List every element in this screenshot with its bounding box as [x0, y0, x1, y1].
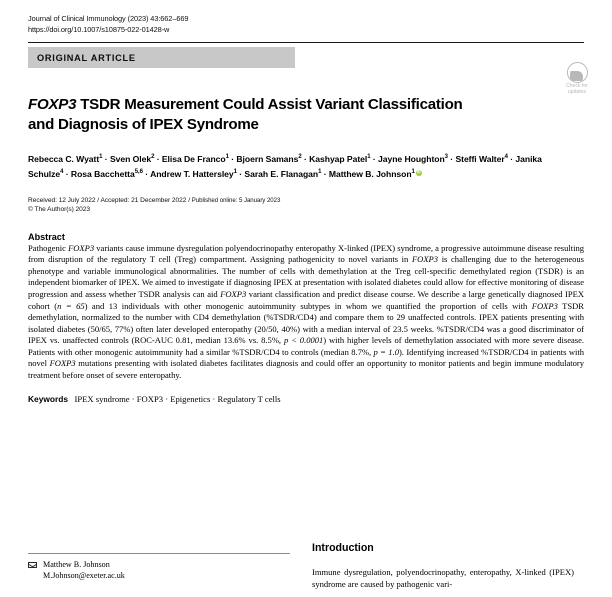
- author-affiliation-marker: 5,6: [134, 169, 143, 176]
- article-type-label: ORIGINAL ARTICLE: [37, 52, 136, 63]
- author-name: Steffi Walter: [455, 154, 505, 165]
- author-affiliation-marker: 1: [367, 154, 371, 161]
- date-accepted: Accepted: 21 December 2022: [100, 196, 187, 204]
- author-affiliation-marker: 1: [99, 154, 103, 161]
- bottom-columns: [28, 534, 584, 590]
- corresponding-author-block: [28, 559, 290, 581]
- introduction-heading: Introduction: [312, 542, 374, 554]
- author-name: Bjoern Samans: [236, 154, 299, 165]
- envelope-icon: [28, 562, 37, 568]
- orcid-icon[interactable]: [416, 170, 422, 176]
- title-line2: and Diagnosis of IPEX Syndrome: [28, 116, 259, 134]
- author-name: Jayne Houghton: [378, 154, 445, 165]
- corresponding-author-column: [28, 534, 290, 590]
- crossmark-label-line1: Check for: [566, 83, 588, 90]
- abstract-italic-term: p < 0.0001: [283, 335, 324, 346]
- journal-doi[interactable]: https://doi.org/10.1007/s10875-022-01428-w: [28, 24, 170, 34]
- abstract-italic-term: FOXP3: [49, 358, 76, 369]
- author-affiliation-marker: 4: [504, 154, 508, 161]
- abstract-italic-term: FOXP3: [531, 300, 558, 311]
- author-affiliation-marker: 4: [60, 169, 64, 176]
- author-list: Rebecca C. Wyatt$^1$ · Sven Olek$^2$ · Elisa De Franco$^1$ · Bjoern Samans$^2$ · Kashyap Patel$^1$ · Jayne Houghton$^3$ · Steffi Walter$^4$ · Janika Schulze$^4$ · Rosa Bacchetta$^{5,6}$ · Andrew T. Hattersley$^1$ · Sarah E. Flanagan$^1$ · Matthew B. Johnson$^1$iD: [28, 152, 573, 181]
- author-affiliation-marker: 1: [233, 169, 237, 176]
- introduction-body: Immune dysregulation, polyendocrinopathy, enteropathy, X-linked (IPEX) syndrome are caused by pathogenic vari-: [312, 567, 574, 589]
- page-title: [28, 95, 523, 135]
- author-affiliation-marker: 2: [298, 154, 302, 161]
- author-name: Janika Schulze: [28, 154, 542, 179]
- copyright-line: © The Author(s) 2023: [28, 206, 91, 214]
- author-name: Matthew B. Johnson: [328, 168, 412, 179]
- abstract-italic-term: FOXP3: [68, 242, 95, 253]
- crossmark-check-for-updates-badge[interactable]: [556, 58, 598, 100]
- header-divider-rule: [28, 42, 584, 43]
- author-affiliation-marker: 3: [444, 154, 448, 161]
- corresponding-author-name: Matthew B. Johnson: [43, 560, 110, 570]
- keywords-label: Keywords: [28, 394, 69, 405]
- abstract-italic-term: n = 65: [57, 300, 85, 311]
- author-name: Sven Olek: [109, 154, 152, 165]
- abstract-italic-term: FOXP3: [220, 288, 247, 299]
- abstract-heading: Abstract: [28, 231, 65, 242]
- author-affiliation-marker: 1: [318, 169, 322, 176]
- author-affiliation-marker: 1: [411, 169, 415, 176]
- author-affiliation-marker: 2: [151, 154, 155, 161]
- article-type-banner: [28, 47, 295, 68]
- keywords-values: IPEX syndrome · FOXP3 · Epigenetics · Regulatory T cells: [70, 394, 281, 405]
- author-name: Rosa Bacchetta: [70, 168, 135, 179]
- author-name: Andrew T. Hattersley: [150, 168, 234, 179]
- title-italic-gene: FOXP3: [28, 96, 77, 114]
- author-name: Kashyap Patel: [309, 154, 368, 165]
- author-name: Sarah E. Flanagan: [244, 168, 319, 179]
- crossmark-label-line2: updates: [567, 89, 587, 96]
- date-sep-1: /: [97, 196, 101, 204]
- introduction-column: [312, 534, 574, 590]
- crossmark-icon: [567, 62, 588, 83]
- corresponding-author-divider: [28, 553, 290, 554]
- author-name: Elisa De Franco: [161, 154, 226, 165]
- abstract-body: Pathogenic FOXP3 variants cause immune dysregulation polyendocrinopathy enteropathy X-linked (IPEX) syndrome, a progressive autoimmune disease resulting from disruption of the regulatory T cell (Treg) compartment. Assigning pathogenicity to novel variants in FOXP3 is challenging due to the heterogeneous phenotype and variable immunological abnormalities. The number of cells with demethylation at the Treg cell-specific demethylated region (TSDR) is an independent biomarker of IPEX. We aimed to investigate if diagnosing IPEX at presentation with isolated diabetes could allow for effective monitoring of disease progression and assess whether TSDR analysis can aid FOXP3 variant classification and predict disease course. We describe a large genetically diagnosed IPEX cohort (n = 65) and 13 individuals with other monogenic autoimmunity subtypes in whom we quantified the proportion of cells with FOXP3 TSDR demethylation, normalized to the number with CD4 demethylation (%TSDR/CD4) and compare them to 29 unaffected controls. IPEX patients presenting with isolated diabetes (50/65, 77%) often later developed enteropathy (20/50, 40%) with a median interval of 23.5 weeks. %TSDR/CD4 was a good discriminator of IPEX vs. unaffected controls (ROC-AUC 0.81, median 13.6% vs. 8.5%, p < 0.0001) with higher levels of demethylation associated with more severe disease. Patients with other monogenic autoimmunity had a similar %TSDR/CD4 to controls (median 8.7%, p = 1.0). Identifying increased %TSDR/CD4 in patients with novel FOXP3 mutations presenting with isolated diabetes facilitates diagnosis and could offer an opportunity to monitor patients and begin immune modulatory treatment before onset of severe enteropathy.: [28, 242, 585, 380]
- keywords-line: [28, 394, 584, 406]
- corresponding-author-email[interactable]: M.Johnson@exeter.ac.uk: [43, 571, 125, 581]
- journal-header: [28, 0, 584, 35]
- title-rest-line1: TSDR Measurement Could Assist Variant Classification: [76, 96, 463, 114]
- date-published-online: Published online: 5 January 2023: [191, 196, 281, 204]
- date-sep-2: /: [188, 196, 192, 204]
- abstract-italic-term: p = 1.0: [373, 346, 399, 357]
- publication-dates-line: [28, 196, 584, 206]
- abstract-italic-term: FOXP3: [411, 254, 439, 265]
- publication-dates: [28, 196, 584, 215]
- journal-citation: Journal of Clinical Immunology (2023) 43:662–669: [28, 14, 189, 23]
- date-received: Received: 12 July 2022: [28, 196, 96, 204]
- author-affiliation-marker: 1: [225, 154, 229, 161]
- author-name: Rebecca C. Wyatt: [28, 154, 100, 165]
